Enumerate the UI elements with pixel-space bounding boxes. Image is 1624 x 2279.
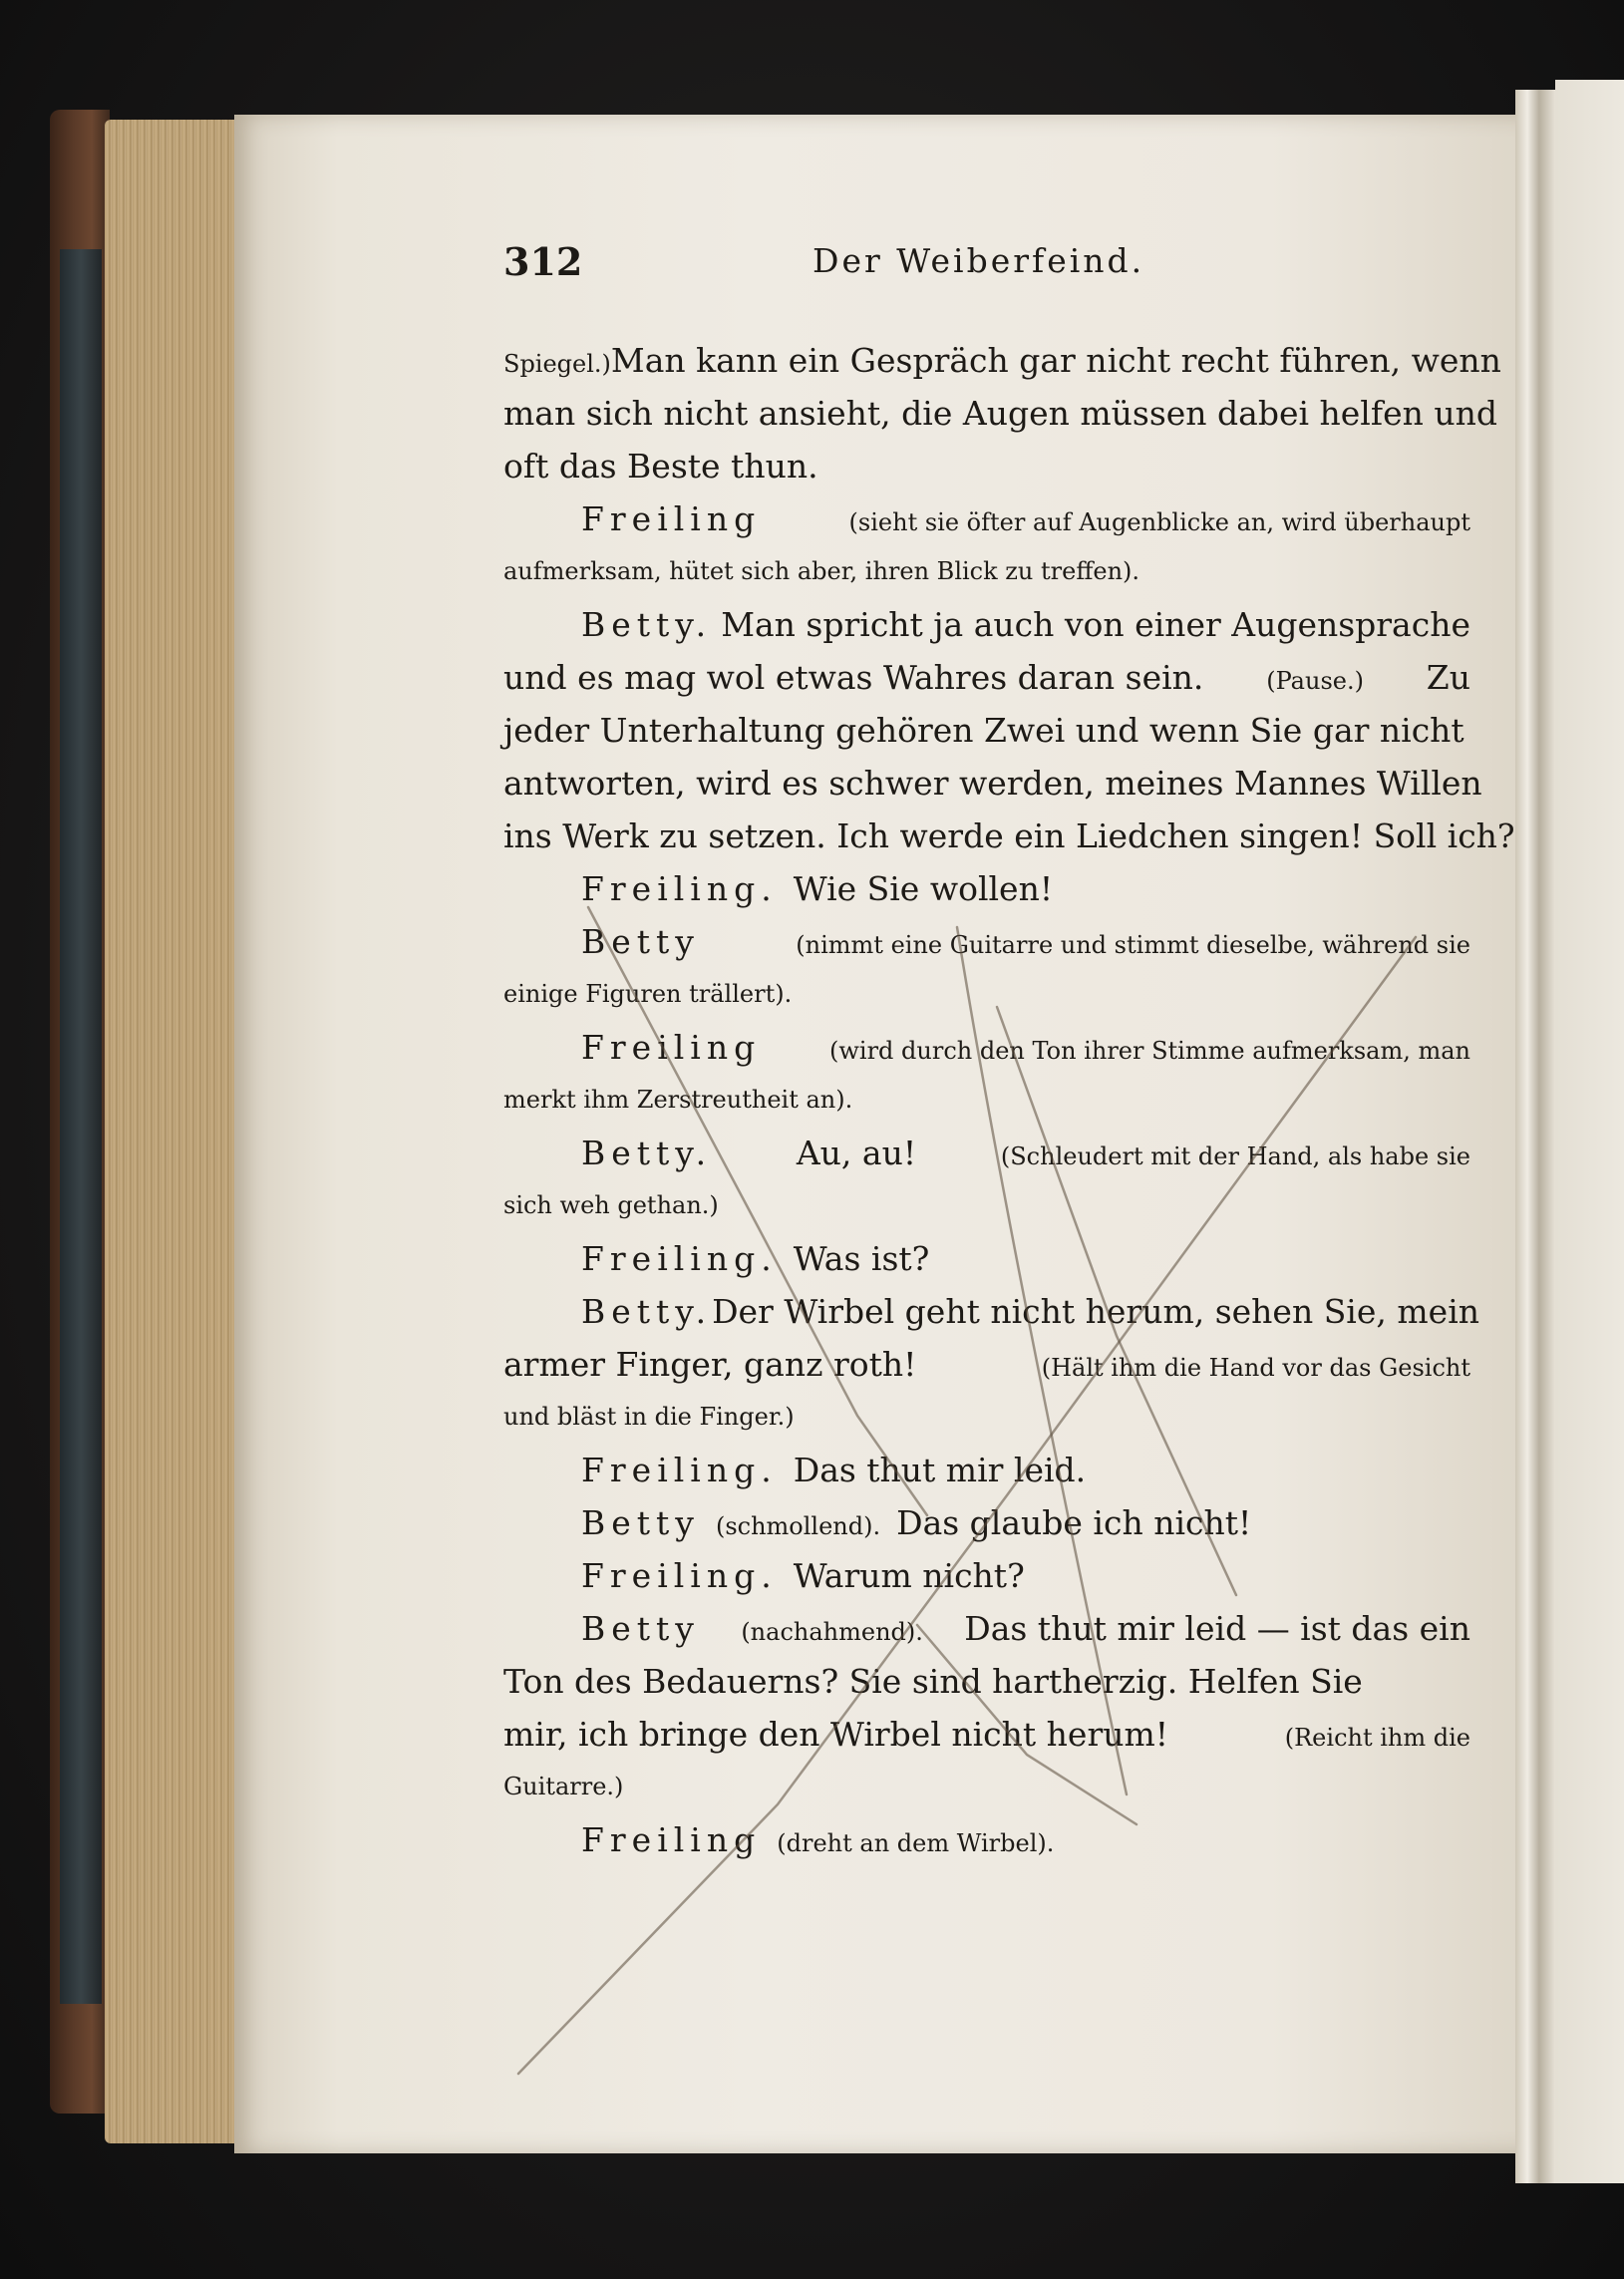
dialogue-text: Man kann ein Gespräch gar nicht recht führen, wenn (610, 341, 1501, 380)
text-line (503, 1232, 1470, 1285)
page-header (503, 239, 1470, 299)
stage-direction: (wird durch den Ton ihrer Stimme aufmerksam, man (828, 1037, 1470, 1065)
text-line (503, 1813, 1470, 1866)
text-line (503, 598, 1470, 651)
dialogue-text: Man spricht ja auch von einer Augensprache (721, 605, 1470, 644)
text-line (503, 545, 1470, 598)
stage-direction: aufmerksam, hütet sich aber, ihren Blick zu treffen). (503, 557, 1140, 585)
text-line (503, 387, 1497, 440)
dialogue-text: man sich nicht ansieht, die Augen müssen dabei helfen und (503, 394, 1497, 433)
text-line (503, 1021, 1470, 1074)
text-line (503, 862, 1470, 915)
speaker-name: Betty. (581, 1292, 713, 1331)
text-line (503, 968, 1470, 1021)
stage-direction: (dreht an dem Wirbel). (777, 1829, 1055, 1857)
speaker-name: Betty. (581, 605, 713, 644)
text-line (503, 1496, 1470, 1549)
speaker-name: Betty (581, 1503, 700, 1542)
dialogue-text: Ton des Bedauerns? Sie sind hartherzig. Helfen Sie (503, 1662, 1363, 1701)
speaker-name: Freiling. (581, 869, 778, 908)
text-line (503, 334, 1501, 387)
dialogue-text: ins Werk zu setzen. Ich werde ein Liedchen singen! Soll ich? (503, 816, 1515, 855)
dialogue-text: Das thut mir leid. (793, 1451, 1087, 1489)
text-line (503, 1179, 1470, 1232)
text-line (503, 915, 1470, 968)
speaker-name: Betty (581, 1609, 700, 1648)
text-line (503, 1602, 1470, 1655)
stage-direction: (Pause.) (1266, 667, 1364, 695)
stage-direction: (sieht sie öfter auf Augenblicke an, wird überhaupt (848, 508, 1470, 536)
dialogue-text: Au, au! (796, 1134, 917, 1172)
dialogue-text: Wie Sie wollen! (793, 869, 1054, 908)
running-title: Der Weiberfeind. (812, 241, 1145, 280)
speaker-name: Freiling. (581, 1451, 778, 1489)
page-number: 312 (503, 239, 583, 284)
text-line (503, 1074, 1470, 1127)
dialogue-text: Der Wirbel geht nicht herum, sehen Sie, mein (712, 1292, 1480, 1331)
dialogue-text: antworten, wird es schwer werden, meines Mannes Willen (503, 764, 1482, 803)
text-line (503, 492, 1470, 545)
stage-direction: und bläst in die Finger.) (503, 1403, 795, 1431)
facing-page-edge (1555, 80, 1624, 2183)
stage-direction: (Hält ihm die Hand vor das Gesicht (1041, 1354, 1470, 1382)
book-spine-cloth (60, 249, 102, 2004)
text-line (503, 1127, 1470, 1179)
text-line (503, 1338, 1470, 1391)
dialogue-text: Zu (1426, 658, 1470, 697)
text-line (503, 1391, 1470, 1444)
stage-direction: merkt ihm Zerstreutheit an). (503, 1086, 853, 1114)
speaker-name: Freiling (581, 499, 762, 538)
text-line (503, 1708, 1470, 1761)
stage-direction: Guitarre.) (503, 1773, 624, 1800)
dialogue-text: Das thut mir leid — ist das ein (964, 1609, 1470, 1648)
text-line (503, 810, 1515, 862)
text-line (503, 1549, 1470, 1602)
dialogue-text: armer Finger, ganz roth! (503, 1345, 917, 1384)
dialogue-text: oft das Beste thun. (503, 447, 818, 486)
stage-direction: sich weh gethan.) (503, 1191, 719, 1219)
text-line (503, 1444, 1470, 1496)
stage-direction: (Reicht ihm die (1284, 1724, 1470, 1752)
speaker-name: Freiling. (581, 1239, 778, 1278)
speaker-name: Betty. (581, 1134, 713, 1172)
speaker-name: Freiling (581, 1820, 762, 1859)
speaker-name: Freiling. (581, 1556, 778, 1595)
dialogue-text: Was ist? (793, 1239, 930, 1278)
dialogue-text: Das glaube ich nicht! (896, 1503, 1252, 1542)
stage-direction: (Schleudert mit der Hand, als habe sie (1000, 1142, 1470, 1170)
stage-direction: (nachahmend). (741, 1618, 923, 1646)
book-gutter (1515, 90, 1555, 2183)
speaker-name: Betty (581, 922, 700, 961)
text-line (503, 440, 1470, 492)
page-body (503, 334, 1515, 1866)
text-line (503, 1761, 1470, 1813)
text-line (503, 1655, 1470, 1708)
dialogue-text: und es mag wol etwas Wahres daran sein. (503, 658, 1204, 697)
dialogue-text: jeder Unterhaltung gehören Zwei und wenn Sie gar nicht (503, 711, 1464, 750)
text-line (503, 757, 1482, 810)
text-line (503, 704, 1470, 757)
text-line (503, 1285, 1480, 1338)
dialogue-text: Warum nicht? (793, 1556, 1025, 1595)
dialogue-text: mir, ich bringe den Wirbel nicht herum! (503, 1715, 1169, 1754)
text-line (503, 651, 1470, 704)
stage-direction: Spiegel.) (503, 350, 611, 378)
stage-direction: (schmollend). (715, 1512, 881, 1540)
speaker-name: Freiling (581, 1028, 762, 1067)
stage-direction: (nimmt eine Guitarre und stimmt dieselbe, während sie (796, 931, 1470, 959)
stage-direction: einige Figuren trällert). (503, 980, 793, 1008)
